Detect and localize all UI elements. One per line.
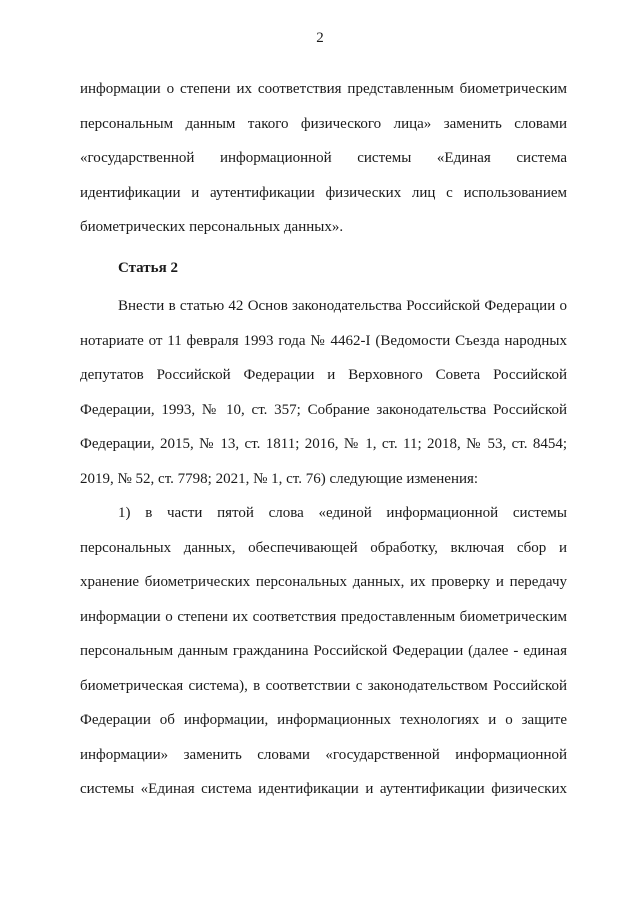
text-line: Федерации, 2015, № 13, ст. 1811; 2016, № 1, ст. 11; 2018, № 53, ст. 8454; [80, 436, 567, 452]
page-number: 2 [316, 30, 324, 46]
text-line: системы «Единая система идентификации и аутентификации физических [80, 781, 567, 797]
paragraph-3 [80, 496, 567, 807]
text-line: 1) в части пятой слова «единой информационной системы [118, 505, 567, 521]
article-heading: Статья 2 [118, 259, 178, 276]
text-line: Внести в статью 42 Основ законодательства Российской Федерации о [118, 298, 567, 314]
text-line: депутатов Российской Федерации и Верховного Совета Российской [80, 367, 567, 383]
text-line: Федерации, 1993, № 10, ст. 357; Собрание законодательства Российской [80, 401, 567, 418]
text-line: хранение биометрических персональных данных, их проверку и передачу [80, 574, 567, 590]
text-line: биометрических персональных данных». [80, 219, 344, 235]
text-line: информации» заменить словами «государственной информационной [80, 746, 567, 763]
document-body [80, 72, 567, 807]
text-line: идентификации и аутентификации физических лиц с использованием [80, 184, 567, 201]
text-line: персональным данным такого физического лица» заменить словами [80, 115, 567, 132]
text-line: информации о степени их соответствия представленным биометрическим [80, 81, 567, 97]
paragraph-1 [80, 72, 567, 245]
text-line: «государственной информационной системы «Единая система [80, 150, 567, 166]
text-line: информации о степени их соответствия предоставленным биометрическим [80, 608, 567, 625]
text-line: персональным данным гражданина Российской Федерации (далее - единая [80, 643, 567, 659]
text-line: биометрическая система), в соответствии с законодательством Российской [80, 677, 567, 694]
text-line: Федерации об информации, информационных технологиях и о защите [80, 712, 567, 728]
text-line: персональных данных, обеспечивающей обработку, включая сбор и [80, 539, 567, 556]
paragraph-2 [80, 289, 567, 496]
text-line: 2019, № 52, ст. 7798; 2021, № 1, ст. 76) следующие изменения: [80, 470, 479, 487]
text-line: нотариате от 11 февраля 1993 года № 4462-I (Ведомости Съезда народных [80, 332, 567, 349]
